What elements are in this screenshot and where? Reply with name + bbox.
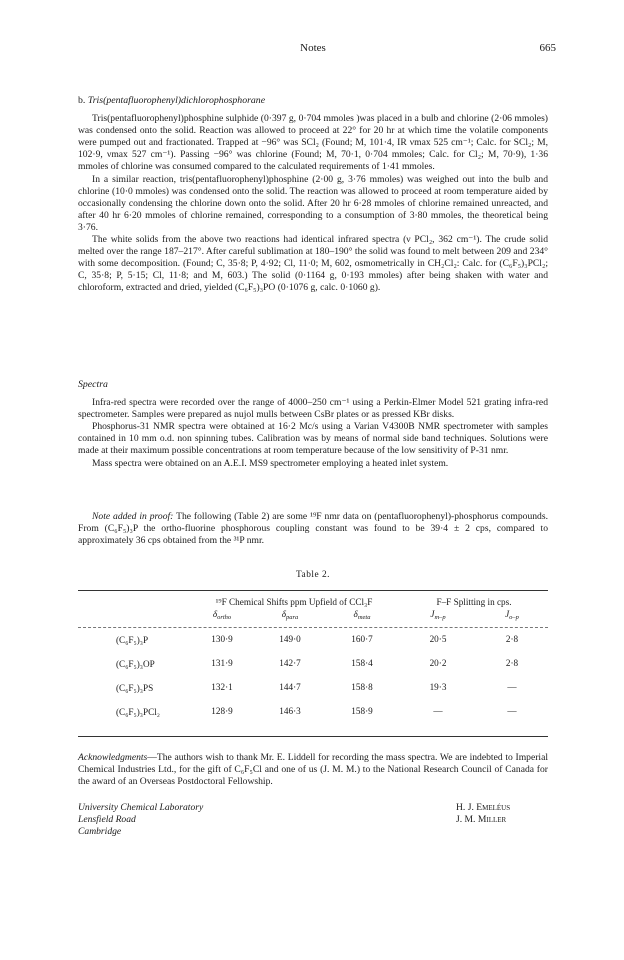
section-b-title: Tris(pentafluorophenyl)dichlorophosphorane [87, 95, 266, 106]
section-b-paragraph: The white solids from the above two reactions had identical infrared spectra (ν PCl₂, 362 cm⁻¹). The crude solid melted over the range 187–217°. After careful sublimation at 180–190° the solid was found to melt between 209 and 234° with some decomposition. (Found; C, 35·8; P, 4·92; Cl, 11·0; M, 602, osmometrically in CH₂Cl₂: Calc. for (C₆F₅)₃PCl₂; C, 35·8; P, 5·15; Cl, 11·8; and M, 603.) The solid (0·1164 g, 0·193 mmoles) after being shaken with water and chloroform, extracted and dried, yielded (C₆F₅)₃PO (0·1076 g, calc. 0·1060 g). [78, 234, 548, 294]
table-caption: Table 2. [295, 570, 331, 580]
compound-cell: (C₆F₅)₃OP [116, 658, 155, 669]
value-cell: 130·9 [211, 634, 233, 644]
value-cell: 158·4 [351, 658, 373, 668]
acknowledgments-paragraph [78, 752, 548, 788]
section-b-paragraph: Tris(pentafluorophenyl)phosphine sulphide (0·397 g, 0·704 mmoles )was placed in a bulb and chlorine (2·06 mmoles) was condensed onto the solid. Reaction was allowed to proceed at 22° for 20 hr at which time the volatile components were pumped out and fractionated. Trapped at −96° was SCl₂ (Found; M, 101·4, IR νmax 525 cm⁻¹; Calc. for SCl₂; M, 102·9, νmax 527 cm⁻¹). Passing −96° was chlorine (Found; M, 70·1, 0·704 mmoles; Calc. for Cl₂; M, 70·9), 1·36 mmoles of chlorine was consumed compared to the calculated requirements of 1·41 mmoles. [78, 113, 548, 173]
column-header: $\delta_{ortho}$ [212, 609, 232, 621]
affiliation-line: University Chemical Laboratory [78, 802, 204, 813]
table-row [78, 669, 548, 693]
acknowledgments-lead: Acknowledgments [78, 752, 148, 763]
table-bottom-rule [78, 736, 548, 737]
author-name: J. M. Miller [456, 814, 507, 826]
column-header: $\delta_{para}$ [281, 609, 299, 621]
nmr-data-table [78, 596, 548, 717]
value-cell: 2·8 [505, 658, 519, 668]
value-cell: 131·9 [211, 658, 233, 668]
note-paragraph [78, 511, 548, 547]
acknowledgments [78, 752, 548, 788]
spectra-paragraph: Phosphorus-31 NMR spectra were obtained at 16·2 Mc/s using a Varian V4300B NMR spectrometer with samples contained in 10 mm o.d. non spinning tubes. Calibration was by means of normal side band techniques. Solutions were made at their maximum possible concentrations at room temperature because of the low sensitivity of P-31 nmr. [78, 421, 548, 457]
value-cell: 144·7 [279, 682, 301, 692]
value-cell: — [507, 682, 517, 692]
compound-cell: (C₆F₅)₃P [116, 634, 149, 645]
table-header-rule [78, 627, 548, 628]
value-cell: 19·3 [429, 682, 447, 692]
value-cell: 146·3 [279, 706, 301, 716]
value-cell: 160·7 [351, 634, 373, 644]
table-row [78, 693, 548, 717]
running-title: Notes [300, 42, 326, 54]
note-lead: Note added in proof: [92, 511, 174, 522]
affiliation-line: Lensfield Road [78, 814, 136, 826]
note-added-in-proof [78, 511, 548, 547]
table-group-header-shifts: ¹⁹F Chemical Shifts ppm Upfield of CCl₃F [215, 597, 373, 607]
table-group-header-splitting: F–F Splitting in cps. [436, 597, 512, 607]
value-cell: 149·0 [279, 634, 301, 644]
section-b-label: b. [78, 95, 86, 106]
spectra-paragraph: Infra-red spectra were recorded over the range of 4000–250 cm⁻¹ using a Perkin-Elmer Model 521 grating infra-red spectrometer. Samples were prepared as nujol mulls between CsBr plates or as pressed KBr disks. [78, 397, 548, 421]
value-cell: — [507, 706, 517, 716]
table-row [78, 620, 548, 645]
value-cell: 132·1 [211, 682, 233, 692]
column-header: $J_{m-p}$ [430, 609, 446, 621]
value-cell: 142·7 [279, 658, 301, 668]
running-header [78, 42, 556, 58]
column-header: $\delta_{meta}$ [353, 609, 371, 621]
section-b [78, 95, 548, 295]
value-cell: 158·9 [351, 706, 373, 716]
section-b-paragraph: In a similar reaction, tris(pentafluorophenyl)phosphine (2·00 g, 3·76 mmoles) was weighed out into the bulb and chlorine (10·0 mmoles) was condensed onto the solid. The reaction was allowed to proceed at room temperature aided by occasionally condensing the chlorine down onto the solid. After 20 hr 6·28 mmoles of chlorine remained unreacted, and after 40 hr 6·20 mmoles of chlorine remained, corresponding to a consumption of 3·80 mmoles, the theoretical being 3·76. [78, 173, 548, 233]
compound-cell: (C₆F₅)₃PS [116, 682, 154, 693]
value-cell: 20·5 [429, 634, 447, 644]
value-cell: 128·9 [211, 706, 233, 716]
spectra-heading: Spectra [78, 379, 108, 390]
value-cell: 2·8 [505, 634, 519, 644]
value-cell: 20·2 [429, 658, 447, 668]
section-b-heading [78, 95, 548, 107]
note-text: The following (Table 2) are some ¹⁹F nmr data on (pentafluorophenyl)-phosphorus compounds. From (C₆F₅)₃P the ortho-fluorine phosphorous coupling constant was found to be 39·4 ± 2 cps, compared to approximately 36 cps obtained from the ³¹P nmr. [78, 511, 548, 547]
affiliation-line: Cambridge [78, 826, 122, 838]
value-cell: — [433, 706, 443, 716]
compound-cell: (C₆F₅)₃PCl₂ [116, 706, 160, 717]
table-top-rule [78, 590, 548, 591]
spectra-paragraph: Mass spectra were obtained on an A.E.I. MS9 spectrometer employing a heated inlet system. [92, 457, 449, 469]
spectra-section [78, 379, 548, 470]
acknowledgments-text: —The authors wish to thank Mr. E. Liddell for recording the mass spectra. We are indebted to Imperial Chemical Industries Ltd., for the gift of C₆F₅Cl and one of us (J. M. M.) to the National Research Council of Canada for the award of an Overseas Postdoctoral Fellowship. [78, 752, 548, 788]
table-2 [78, 596, 548, 717]
value-cell: 158·8 [351, 682, 373, 692]
affiliation [78, 802, 203, 838]
column-header: $J_{o-p}$ [505, 609, 519, 621]
authors [456, 802, 510, 826]
author-name: H. J. Emeléus [456, 802, 511, 813]
page-number: 665 [539, 42, 556, 54]
table-row [78, 645, 548, 669]
